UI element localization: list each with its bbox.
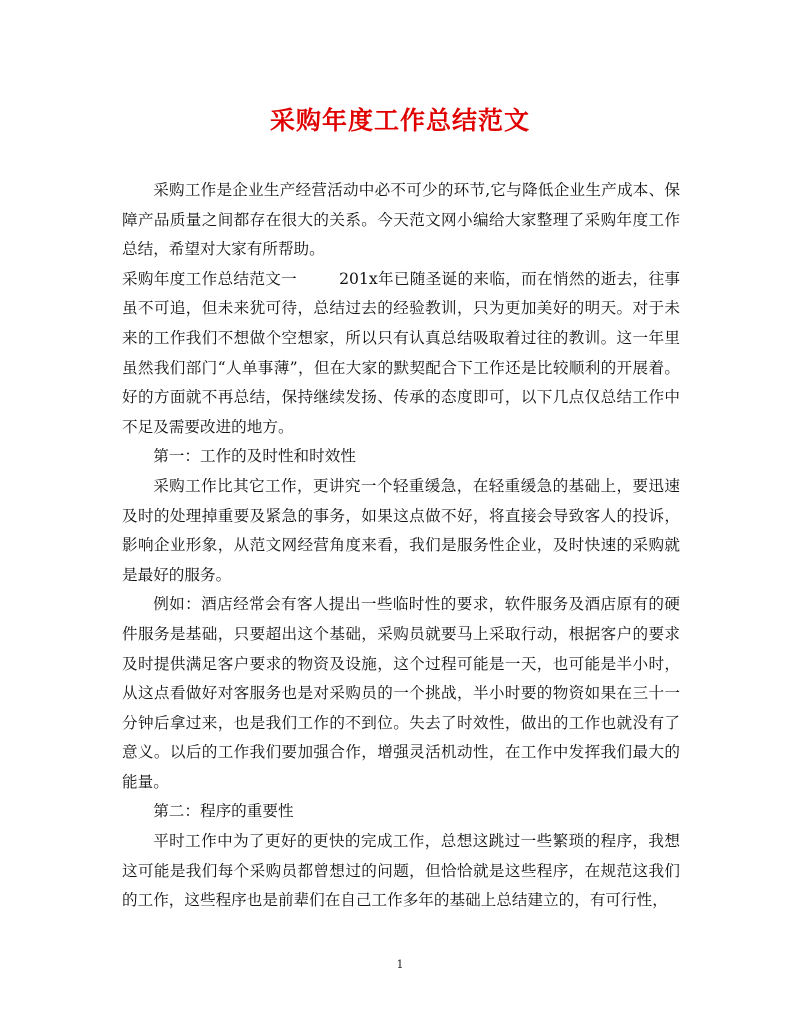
point-one-paragraph-2: 例如：酒店经常会有客人提出一些临时性的要求，软件服务及酒店原有的硬件服务是基础，只要超出这个基础，采购员就要马上采取行动，根据客户的要求及时提供满足客户要求的物资及设施，这个过程可能是一天，也可能是半小时，从这点看做好对客服务也是对采购员的一个挑战，半小时要的物资如果在三十一分钟后拿过来，也是我们工作的不到位。失去了时效性，做出的工作也就没有了意义。以后的工作我们要加强合作，增强灵活机动性，在工作中发挥我们最大的能量。 <box>122 595 680 791</box>
point-two-paragraph-1: 平时工作中为了更好的更快的完成工作，总想这跳过一些繁琐的程序，我想这可能是我们每个采购员都曾想过的问题，但恰恰就是这些程序，在规范这我们的工作，这些程序也是前辈们在自己工作多年的基础上总结建立的，有可行性， <box>122 832 680 910</box>
document-body <box>122 176 680 916</box>
intro-paragraph: 采购工作是企业生产经营活动中必不可少的环节,它与降低企业生产成本、保障产品质量之间都存在很大的关系。今天范文网小编给大家整理了采购年度工作总结，希望对大家有所帮助。 <box>122 181 680 259</box>
page-number: 1 <box>396 958 404 971</box>
point-one-heading: 第一：工作的及时性和时效性 <box>153 447 356 466</box>
section-one-heading: 采购年度工作总结范文一 <box>122 269 298 288</box>
section-one-paragraph <box>122 265 680 443</box>
section-one-text: 201x年已随圣诞的来临，而在悄然的逝去，往事虽不可追，但未来犹可待，总结过去的经验教训，只为更加美好的明天。对于未来的工作我们不想做个空想家，所以只有认真总结吸取着过往的教训。这一年里虽然我们部门“人单事薄”，但在大家的默契配合下工作还是比较顺利的开展着。好的方面就不再总结，保持继续发扬、传承的态度即可，以下几点仅总结工作中不足及需要改进的地方。 <box>122 269 680 436</box>
point-one-paragraph-1: 采购工作比其它工作，更讲究一个轻重缓急，在轻重缓急的基础上，要迅速及时的处理掉重要及紧急的事务，如果这点做不好，将直接会导致客人的投诉，影响企业形象，从范文网经营角度来看，我们是服务性企业，及时快速的采购就是最好的服务。 <box>122 476 680 584</box>
document-title: 采购年度工作总结范文 <box>269 106 530 135</box>
point-two-heading: 第二：程序的重要性 <box>153 802 294 821</box>
